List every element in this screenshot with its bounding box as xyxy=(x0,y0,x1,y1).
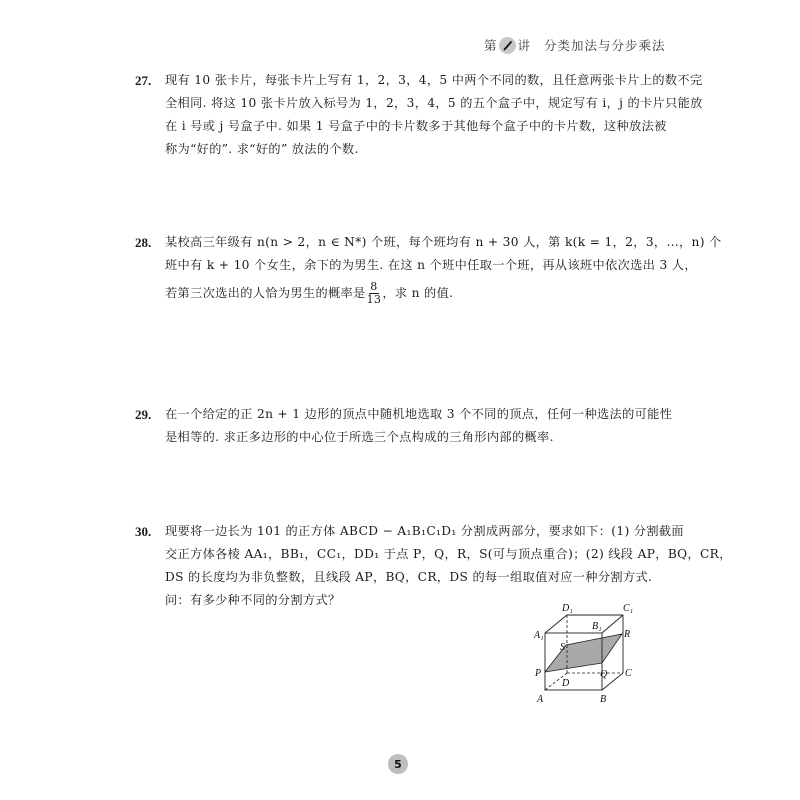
label-b1: B₁ xyxy=(592,621,602,632)
problem-line: 全相同. 将这 10 张卡片放入标号为 1，2，3，4，5 的五个盒子中，规定写有 i，j 的卡片只能放 xyxy=(165,96,703,110)
problem-line: 在一个给定的正 2n + 1 边形的顶点中随机地选取 3 个不同的顶点，任何一种选法的可能性 xyxy=(165,407,673,421)
problem-29 xyxy=(135,403,673,449)
problem-number: 30. xyxy=(135,524,152,539)
fraction-numerator: 8 xyxy=(370,280,378,293)
label-a: A xyxy=(537,694,544,705)
problem-line: 现有 10 张卡片，每张卡片上写有 1，2，3，4，5 中两个不同的数，且任意两张卡片上的数不完 xyxy=(165,73,703,87)
problem-line: 称为“好的”. 求“好的” 放法的个数. xyxy=(165,142,359,156)
section-plane xyxy=(545,634,622,672)
page-header xyxy=(484,36,666,54)
lesson-number-slash-icon xyxy=(502,40,513,51)
fraction-denominator: 13 xyxy=(366,293,382,306)
label-s: S xyxy=(560,642,565,653)
header-suffix: 讲 xyxy=(517,38,531,53)
problem-line: 交正方体各棱 AA₁，BB₁，CC₁，DD₁ 于点 P，Q，R，S(可与顶点重合)；(2) 线段 AP，BQ，CR， xyxy=(165,547,732,561)
problem-line: 班中有 k + 10 个女生，余下的为男生. 在这 n 个班中任取一个班，再从该班中依次选出 3 人， xyxy=(165,258,697,272)
problem-line: 某校高三年级有 n(n > 2，n ∈ N*) 个班，每个班均有 n + 30 人，第 k(k = 1，2，3，…，n) 个 xyxy=(165,235,722,249)
problem-27 xyxy=(135,69,703,161)
problem-line: 在 i 号或 j 号盒子中. 如果 1 号盒子中的卡片数多于其他每个盒子中的卡片数，这种放法被 xyxy=(165,119,667,133)
lesson-number-badge xyxy=(499,37,516,54)
problem-line: DS 的长度均为非负整数，且线段 AP，BQ，CR，DS 的每一组取值对应一种分割方式. xyxy=(165,570,653,584)
problem-30 xyxy=(135,520,732,612)
fraction xyxy=(367,281,382,306)
page-number-badge xyxy=(388,754,408,774)
problem-number: 29. xyxy=(135,407,152,422)
cube-section-diagram xyxy=(520,596,650,712)
label-d1: D₁ xyxy=(562,603,573,614)
problem-line-with-fraction xyxy=(135,281,575,306)
problem-line: 现要将一边长为 101 的正方体 ABCD − A₁B₁C₁D₁ 分割成两部分，要求如下：(1) 分割截面 xyxy=(165,524,684,538)
problem-number: 27. xyxy=(135,73,152,88)
label-d: D xyxy=(562,678,570,689)
label-p: P xyxy=(535,668,542,679)
chapter-title: 分类加法与分步乘法 xyxy=(544,38,666,53)
label-c1: C₁ xyxy=(623,603,634,614)
problem-text: 若第三次选出的人恰为男生的概率是 xyxy=(165,286,366,300)
problem-line: 问：有多少种不同的分割方式？ xyxy=(165,593,341,607)
problem-text: ，求 n 的值. xyxy=(382,286,454,300)
page-number: 5 xyxy=(394,757,402,771)
problem-line: 是相等的. 求正多边形的中心位于所选三个点构成的三角形内部的概率. xyxy=(165,430,554,444)
label-c: C xyxy=(625,668,632,679)
label-a1: A₁ xyxy=(534,630,544,641)
header-prefix: 第 xyxy=(484,38,497,53)
label-q: Q xyxy=(600,669,608,680)
label-r: R xyxy=(624,629,631,640)
label-b: B xyxy=(600,694,607,705)
problem-28 xyxy=(135,231,722,306)
problem-number: 28. xyxy=(135,235,152,250)
